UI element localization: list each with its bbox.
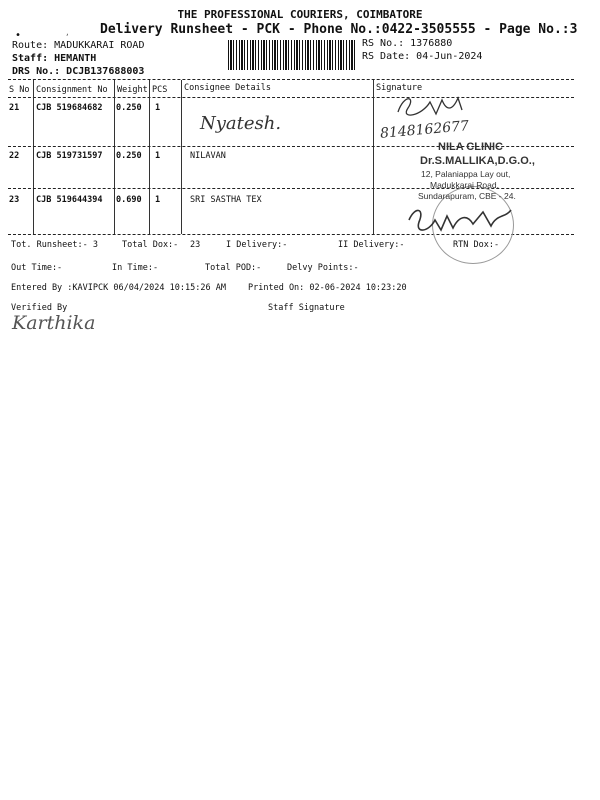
col-weight: Weight [117, 85, 148, 95]
total-pod: Total POD:- [205, 263, 262, 273]
rs-date: RS Date: 04-Jun-2024 [362, 51, 483, 62]
dot-mark: • [15, 30, 22, 41]
table-header-rule [8, 97, 574, 98]
col-divider [373, 80, 374, 234]
delvy-points: Delvy Points:- [287, 263, 359, 273]
stamp-signature [405, 202, 515, 242]
out-time: Out Time:- [11, 263, 63, 273]
route-row [12, 40, 144, 51]
row-consignee: SRI SASTHA TEX [190, 195, 262, 205]
rtn-dox: RTN Dox:- [453, 240, 500, 250]
col-signature: Signature [376, 83, 423, 93]
barcode [228, 40, 356, 70]
col-pcs: PCS [152, 85, 168, 95]
stamp-line: 12, Palaniappa Lay out, [421, 169, 511, 179]
row-weight: 0.250 [116, 103, 142, 113]
row-consignment: CJB 519684682 [36, 103, 103, 113]
col-consignee: Consignee Details [184, 83, 271, 93]
row-pcs: 1 [155, 151, 161, 161]
route-value: MADUKKARAI ROAD [54, 40, 145, 51]
ii-delivery: II Delivery:- [338, 240, 405, 250]
handwritten-verifier: Karthika [12, 312, 96, 334]
row-pcs: 1 [155, 103, 161, 113]
company-name: THE PROFESSIONAL COURIERS, COIMBATORE [177, 8, 423, 21]
total-dox-value: 23 [190, 240, 201, 250]
comma-mark: , [65, 28, 70, 37]
entered-by: Entered By :KAVIPCK 06/04/2024 10:15:26 AM [11, 283, 226, 293]
in-time: In Time:- [112, 263, 159, 273]
drs-number: DRS No.: DCJB137688003 [12, 66, 145, 77]
staff-signature-label: Staff Signature [268, 303, 345, 313]
rs-number: RS No.: 1376880 [362, 38, 453, 49]
row-consignee: NILAVAN [190, 151, 226, 161]
runsheet-title: Delivery Runsheet - PCK - Phone No.:0422-3505555 - Page No.:3 [100, 22, 578, 37]
row-consignment: CJB 519644394 [36, 195, 103, 205]
row-pcs: 1 [155, 195, 161, 205]
row-weight: 0.250 [116, 151, 142, 161]
row-consignment: CJB 519731597 [36, 151, 103, 161]
table-top-rule [8, 79, 574, 80]
total-dox-label: Total Dox:- [122, 240, 179, 250]
col-divider [114, 80, 115, 234]
col-divider [149, 80, 150, 234]
row-weight: 0.690 [116, 195, 142, 205]
row-sno: 22 [9, 151, 20, 161]
stamp-line: Sundarapuram, CBE - 24. [418, 191, 516, 201]
stamp-line: Madukkarai Road, [430, 180, 499, 190]
col-sno: S No [9, 85, 30, 95]
tot-runsheet: Tot. Runsheet:- 3 [11, 240, 98, 250]
col-divider [181, 80, 182, 234]
row-sno: 23 [9, 195, 20, 205]
stamp-line: NILA CLINIC [438, 141, 503, 153]
row-sno: 21 [9, 103, 20, 113]
staff-name: Staff: HEMANTH [12, 53, 97, 64]
i-delivery: I Delivery:- [226, 240, 288, 250]
route-label: Route: [12, 40, 49, 51]
col-divider [33, 80, 34, 234]
printed-on: Printed On: 02-06-2024 10:23:20 [248, 283, 407, 293]
verified-by-label: Verified By [11, 303, 68, 313]
stamp-line: Dr.S.MALLIKA,D.G.O., [420, 155, 535, 167]
handwritten-consignee: Nyatesh. [200, 113, 282, 134]
handwritten-phone: 8148162677 [379, 118, 470, 142]
col-consignment: Consignment No [36, 85, 108, 95]
